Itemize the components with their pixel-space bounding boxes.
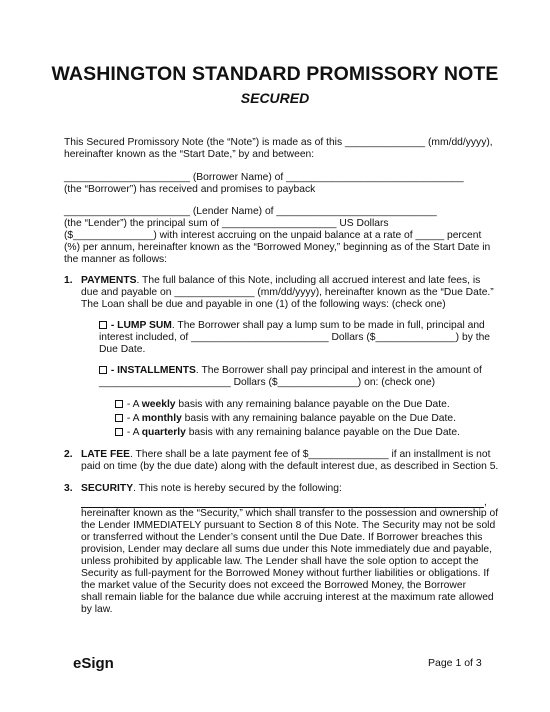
lump-sum-line-2: interest included, of ________________________ Dollars ($______________) by the <box>99 332 491 343</box>
section-3-body-8: shall remain liable for the balance due while accruing interest at the maximum rate allowed <box>81 592 494 603</box>
section-1-line-1: PAYMENTS. The full balance of this Note, including all accrued interest and late fees, is <box>81 275 481 286</box>
section-3-body-2: the Lender IMMEDIATELY pursuant to Section 8 of this Note. The Security may not be sold <box>81 520 496 531</box>
section-3-body-3: or transferred without the Lender’s consent until the Due Date. If Borrower breaches this <box>81 532 483 543</box>
document-subtitle: SECURED <box>240 90 310 106</box>
monthly-option: - A monthly basis with any remaining balance payable on the Due Date. <box>115 413 456 425</box>
borrower-line-2: (the “Borrower”) has received and promises to payback <box>64 184 316 195</box>
section-3-body-4: provision, Lender may declare all sums due under this Note immediately due and payable, <box>81 544 492 555</box>
section-3-body-1: hereinafter known as the “Security,” which shall transfer to the possession and ownership of <box>81 508 499 519</box>
esign-logo: eSign <box>73 655 114 672</box>
installments-heading: INSTALLMENTS <box>117 365 196 376</box>
intro-line-1: This Secured Promissory Note (the “Note”) is made as of this ______________ (mm/dd/yyyy), <box>64 137 493 148</box>
security-blank-comma: , <box>484 497 487 508</box>
installments-line-1: - INSTALLMENTS. The Borrower shall pay principal and interest in the amount of <box>99 365 482 377</box>
lender-line-5: the manner as follows: <box>64 254 168 265</box>
lump-sum-checkbox[interactable] <box>99 321 107 329</box>
section-2-number: 2. <box>64 449 73 460</box>
section-1-line-2: due and payable on ______________ (mm/dd/yyyy), hereinafter known as the “Due Date.” <box>81 287 494 298</box>
monthly-checkbox[interactable] <box>115 414 123 422</box>
section-3-line-1: SECURITY. This note is hereby secured by the following: <box>81 483 342 494</box>
section-3-body-9: by law. <box>81 604 113 615</box>
lender-line-2: (the “Lender”) the principal sum of ____________________ US Dollars <box>64 218 389 229</box>
section-1-heading: PAYMENTS <box>81 275 137 286</box>
lender-line-1: ______________________ (Lender Name) of ____________________________ <box>64 206 437 217</box>
lender-line-3: ($______________) with interest accruing on the unpaid balance at a rate of _____ percent <box>64 230 482 241</box>
weekly-checkbox[interactable] <box>115 400 123 408</box>
installments-line-2: _______________________ Dollars ($______________) on: (check one) <box>99 377 436 388</box>
lump-sum-heading: LUMP SUM <box>117 320 172 331</box>
lump-sum-line-3: Due Date. <box>99 344 146 355</box>
page-number: Page 1 of 3 <box>428 657 482 669</box>
quarterly-checkbox[interactable] <box>115 428 123 436</box>
lump-sum-line-1: - LUMP SUM. The Borrower shall pay a lump sum to be made in full, principal and <box>99 320 485 332</box>
installments-checkbox[interactable] <box>99 366 107 374</box>
section-3-body-7: the market value of the Security does not exceed the Borrowed Money, the Borrower <box>81 580 467 591</box>
intro-line-2: hereinafter known as the “Start Date,” by and between: <box>64 149 315 160</box>
borrower-line-1: ______________________ (Borrower Name) of _______________________________ <box>64 172 464 183</box>
section-1-number: 1. <box>64 275 73 286</box>
weekly-option: - A weekly basis with any remaining balance payable on the Due Date. <box>115 399 450 411</box>
section-3-body-6: Security as full-payment for the Borrowed Money without further liabilities or obligations. If <box>81 568 490 579</box>
section-1-line-3: The Loan shall be due and payable in one (1) of the following ways: (check one) <box>81 299 446 310</box>
section-2-line-1: LATE FEE. There shall be a late payment fee of $______________ if an installment is not <box>81 449 491 460</box>
section-3-heading: SECURITY <box>81 483 134 494</box>
lender-line-4: (%) per annum, hereinafter known as the “Borrowed Money,” beginning as of the Start Date in <box>64 242 491 253</box>
quarterly-option: - A quarterly basis with any remaining balance payable on the Due Date. <box>115 427 460 439</box>
document-title: WASHINGTON STANDARD PROMISSORY NOTE <box>51 63 499 85</box>
section-3-body-5: unless prohibited by applicable law. The Lender shall have the sole option to accept the <box>81 556 479 567</box>
section-2-line-2: paid on time (by the due date) along with the default interest due, as described in Section 5. <box>81 461 499 472</box>
section-2-heading: LATE FEE <box>81 449 131 460</box>
section-3-number: 3. <box>64 483 73 494</box>
